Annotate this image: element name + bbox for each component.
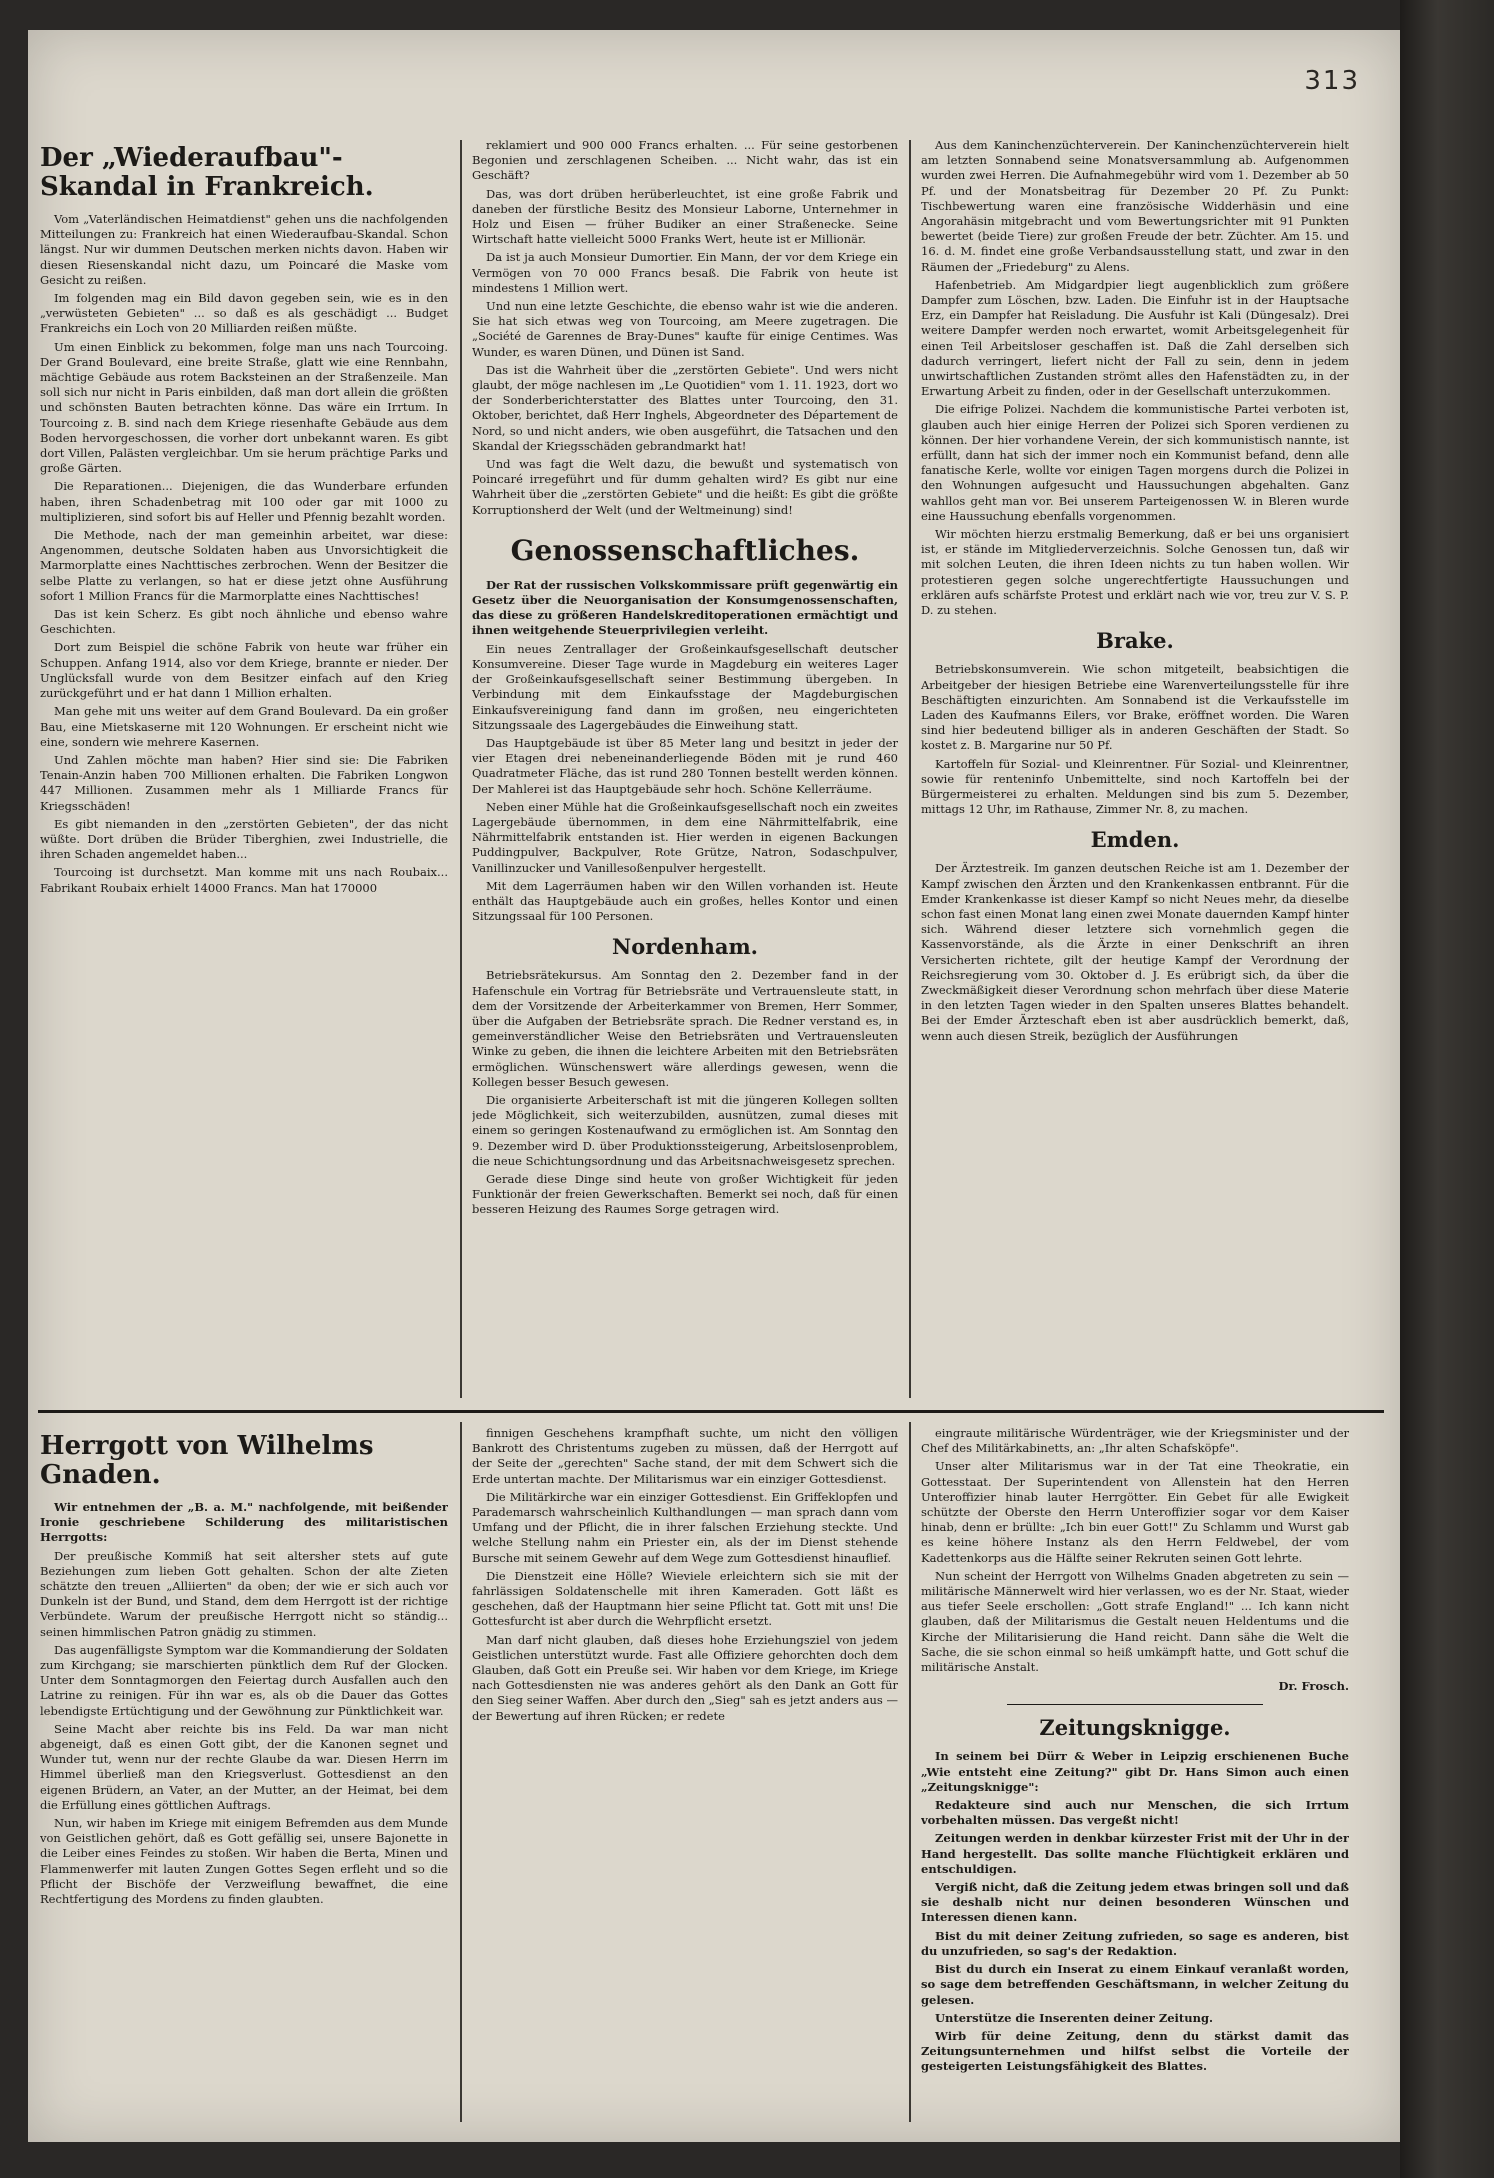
column-2 [472,138,898,1404]
paragraph: Und was fagt die Welt dazu, die bewußt und systematisch von Poincaré irregeführt und für dumm gehalten wird? Es gibt nur eine Wahrheit über die „zerstörten Gebiete" und die heißt: Es gibt die größte Korruptionsherd der Welt (und der Weltmeinung) sind! [472,457,898,517]
paragraph: Bist du mit deiner Zeitung zufrieden, so sage es anderen, bist du unzufrieden, so sag's der Redaktion. [921,1928,1349,1958]
paragraph: Im folgenden mag ein Bild davon gegeben sein, wie es in den „verwüsteten Gebieten" ... so daß es als geschädigt ... Budget Frankreichs ein Loch von 20 Milliarden reißen müßte. [40,291,448,336]
bottom-column-3 [921,1426,1349,2122]
paragraph: Der preußische Kommiß hat seit altersher stets auf gute Beziehungen zum lieben Gott gehalten. Schon der alte Zieten schätzte den treuen „Alliierten" da oben; der wie er sich auch vor Dunkeln ist der Bund, und Stand, dem dem Herrgott ist der richtige Verbündete. Warum der preußische Herrgott nicht so ständig... seinen himmlischen Patron gnädig zu stimmen. [40,1548,448,1639]
section-heading: Genossenschaftliches. [510,533,860,567]
section-heading: Nordenham. [612,934,758,960]
newspaper-page [28,30,1400,2142]
divider [1007,1704,1264,1705]
paragraph: Das ist kein Scherz. Es gibt noch ähnliche und ebenso wahre Geschichten. [40,607,448,637]
paragraph: Man darf nicht glauben, daß dieses hohe Erziehungsziel von jedem Geistlichen unterstützt wurde. Fast alle Offiziere gehorchten doch dem Glauben, daß Gott ein Preuße sei. Wir haben vor dem Kriege, im Kriege nach Gottesdiensten nie was anderes gehört als den Dank an Gott für den Sieg seiner Waffen. Aber durch den „Sieg" sah es jetzt anders aus — der Bewertung auf ihren Rücken; er redete [472,1632,898,1723]
paragraph: Nun scheint der Herrgott von Wilhelms Gnaden abgetreten zu sein — militärische Männerwelt wird hier verlassen, wo es der Nr. Staat, wieder aus tiefer Seele erschollen: „Gott strafe England!" ... Ich kann nicht glauben, daß der Militarismus die Gestalt neuen Heldentums und die Kirche der Militarisierung die Hand reicht. Dann sähe die Welt die Sache, die sie schon einmal so heiß umkämpft hatte, und Gott schuf die militärische Anstalt. [921,1568,1349,1675]
paragraph: Mit dem Lagerräumen haben wir den Willen vorhanden ist. Heute enthält das Hauptgebäude auch ein großes, helles Kontor und einen Sitzungssaal für 100 Personen. [472,878,898,924]
author-signature: Dr. Frosch. [1278,1679,1349,1694]
paragraph: Die Dienstzeit eine Hölle? Wieviele erleichtern sich sie mit der fahrlässigen Soldatenschelle mit ihren Kameraden. Gott läßt es geschehen, daß der Hauptmann hier seine Pflicht tat. Gott mit uns! Die Gottesfurcht ist aber durch die Wehrpflicht ersetzt. [472,1568,898,1629]
paragraph: Es gibt niemanden in den „zerstörten Gebieten", der das nicht wüßte. Dort drüben die Brüder Tiberghien, zwei Industrielle, die ihren Schaden angemeldet haben... [40,816,448,862]
paragraph: Der Ärztestreik. Im ganzen deutschen Reiche ist am 1. Dezember der Kampf zwischen den Ärzten und den Krankenkassen entbrannt. Für die Emder Krankenkasse ist dieser Kampf so nicht Neues mehr, da dieselbe schon fast einen Monat lang einen zwei Monate dauernden Kampf hinter sich. Während dieser letztere sich vornehmlich gegen die Kassenvorstände, als die Ärzte in einer Denkschrift an ihren Versicherten richtete, gilt der heutige Kampf der Verordnung der Reichsregierung vom 30. Oktober d. J. Es erübrigt sich, da über die Zweckmäßigkeit dieser Verordnung schon mehrfach über diese Materie in den letzten Tagen wieder in den Spalten unseres Blattes behandelt. Bei der Emder Ärzteschaft eben ist aber ausdrücklich bemerkt, daß, wenn auch diesen Streik, bezüglich der Ausführungen [921,861,1349,1043]
paragraph: finnigen Geschehens krampfhaft suchte, um nicht den völligen Bankrott des Christentums zugeben zu müssen, daß der Herrgott auf der Seite der „gerechten" Sache stand, der mit dem Schwert sich die Erde untertan machte. Der Militarismus war ein einziger Gottesdienst. [472,1426,898,1486]
article-headline: Der „Wiederaufbau"-Skandal in Frankreich. [40,143,374,202]
paragraph: Man gehe mit uns weiter auf dem Grand Boulevard. Da ein großer Bau, eine Mietskaserne mit 120 Wohnungen. Er erscheint nicht wie eine, sondern wie mehrere Kasernen. [40,704,448,749]
paragraph: Die eifrige Polizei. Nachdem die kommunistische Partei verboten ist, glauben auch hier einige Herren der Polizei sich Sporen verdienen zu können. Der hier vorhandene Verein, der sich kommunistisch nannte, ist erfüllt, dann hat sich der immer noch ein Kommunist befand, denn alle fanatische Kerle, wollte vor einigen Tagen morgens durch die Polizei in den Wohnungen aufgesucht und Haussuchungen abgehalten. Ganz wahllos geht man vor. Bei unserem Parteigenossen W. in Bleren wurde eine Haussuchung ebenfalls vorgenommen. [921,402,1349,523]
paragraph: Betriebsrätekursus. Am Sonntag den 2. Dezember fand in der Hafenschule ein Vortrag für Betriebsräte und Vertrauensleute statt, in dem der Vorsitzende der Arbeiterkammer von Bremen, Herr Sommer, über die Aufgaben der Betriebsräte sprach. Die Redner verstand es, in gemeinverständlicher Weise den Betriebsräten und Vertrauensleuten Winke zu geben, die ihnen die leichtere Arbeiten mit den Betriebsräten ermöglichen. Wünschenswert wäre allerdings gewesen, wenn die Kollegen besser Besuch gewesen. [472,968,898,1089]
paragraph: Neben einer Mühle hat die Großeinkaufsgesellschaft noch ein zweites Lagergebäude übernommen, in dem eine Nährmittelfabrik, eine Nährmittelfabrik entstanden ist. Hier werden in eigenen Backungen Puddingpulver, Backpulver, Rote Grütze, Natron, Sodaschpulver, Vanillinzucker und Vanillesoßenpulver hergestellt. [472,799,898,875]
paragraph: Seine Macht aber reichte bis ins Feld. Da war man nicht abgeneigt, daß es einen Gott gibt, der die Kanonen segnet und Wunder tut, wenn nur der rechte Glaube da war. Diesen Herrn im Himmel überließ man den Kriegsverlust. Gottesdienst an den eigenen Brüdern, an Vater, an der Mutter, an der Heimat, bei dem die Erfüllung eines göttlichen Auftrags. [40,1721,448,1812]
paragraph: Das Hauptgebäude ist über 85 Meter lang und besitzt in jeder der vier Etagen drei nebeneinanderliegende Böden mit je rund 460 Quadratmeter Fläche, das ist rund 280 Tonnen bestellt werden können. Der Mahlerei ist das Hauptgebäude sehr hoch. Schöne Kellerräume. [472,735,898,796]
paragraph: Ein neues Zentrallager der Großeinkaufsgesellschaft deutscher Konsumvereine. Dieser Tage wurde in Magdeburg ein weiteres Lager der Großeinkaufsgesellschaft seiner Bestimmung übergeben. In Verbindung mit dem Einkaufsstage der Magdeburgischen Einkaufsvereinigung fand dann im großen, neu eingerichteten Sitzungssaale des Lagergebäudes die Einweihung statt. [472,641,898,732]
paragraph: Vergiß nicht, daß die Zeitung jedem etwas bringen soll und daß sie deshalb nicht nur deinen besonderen Wünschen und Interessen dienen kann. [921,1880,1349,1925]
paragraph: Betriebskonsumverein. Wie schon mitgeteilt, beabsichtigen die Arbeitgeber der hiesigen Betriebe eine Warenverteilungsstelle für ihre Beschäftigten einzurichten. Am Sonnabend ist die Verkaufsstelle im Laden des Kaufmanns Eilers, vor Brake, eröffnet worden. Die Waren sind hier bedeutend billiger als in anderen Geschäften der Stadt. So kostet z. B. Margarine nur 50 Pf. [921,662,1349,753]
paragraph: Und Zahlen möchte man haben? Hier sind sie: Die Fabriken Tenain-Anzin haben 700 Millionen erhalten. Die Fabriken Longwon 447 Millionen. Zusammen mehr als 1 Milliarde Francs für Kriegsschäden! [40,752,448,813]
paragraph: Um einen Einblick zu bekommen, folge man uns nach Tourcoing. Der Grand Boulevard, eine breite Straße, glatt wie eine Rennbahn, mächtige Gebäude aus rotem Backsteinen an der Straßenzeile. Man soll sich nur nicht in Paris einbilden, daß man dort allein die größten und schönsten Bauten betrachten könne. Das wäre ein Irrtum. In Tourcoing z. B. sind nach dem Kriege riesenhafte Gebäude aus dem Boden hervorgeschossen, die vorher dort unbekannt waren. Es gibt dort Villen, Palästen vergleichbar. Um sie herum prächtige Parks und große Gärten. [40,339,448,476]
paragraph: Bist du durch ein Inserat zu einem Einkauf veranlaßt worden, so sage dem betreffenden Geschäftsmann, in welcher Zeitung du gelesen. [921,1962,1349,2007]
column-1 [40,138,448,1404]
article-headline: Herrgott von Wilhelms Gnaden. [40,1431,374,1490]
paragraph: Wirb für deine Zeitung, denn du stärkst damit das Zeitungsunternehmen und hilfst selbst die Vorteile der gesteigerten Leistungsfähigkeit des Blattes. [921,2028,1349,2074]
column-rule-3 [460,1422,462,2122]
paragraph: Die organisierte Arbeiterschaft ist mit die jüngeren Kollegen sollten jede Möglichkeit, sich weiterzubilden, ausnützen, zumal dieses mit einem so geringen Kostenaufwand zu ermöglichen ist. Am Sonntag den 9. Dezember wird D. über Produktionssteigerung, Arbeitslosenproblem, die neue Schichtungsordnung und das Arbeitsnachweisgesetz sprechen. [472,1092,898,1168]
paragraph: Kartoffeln für Sozial- und Kleinrentner. Für Sozial- und Kleinrentner, sowie für renteninfo Unbemittelte, sind noch Kartoffeln bei der Bürgermeisterei zu erhalten. Meldungen sind bis zum 5. Dezember, mittags 12 Uhr, im Rathause, Zimmer Nr. 8, zu machen. [921,756,1349,817]
paragraph: Redakteure sind auch nur Menschen, die sich Irrtum vorbehalten müssen. Das vergeßt nicht! [921,1798,1349,1828]
paragraph: Dort zum Beispiel die schöne Fabrik von heute war früher ein Schuppen. Anfang 1914, also vor dem Kriege, brannte er nieder. Der Unglücksfall wurde von dem Besitzer einfach auf den Krieg zurückgeführt und er hat dann 1 Million erhalten. [40,640,448,701]
paragraph: Hafenbetrieb. Am Midgardpier liegt augenblicklich zum größere Dampfer zum Löschen, bzw. Laden. Die Einfuhr ist in der Hauptsache Erz, ein Dampfer hat Reisladung. Die Ausfuhr ist Kali (Düngesalz). Drei weitere Dampfer werden noch erwartet, womit Arbeitsgelegenheit für einen Teil Arbeitsloser geschaffen ist. Daß die Zahl derselben sich dadurch verringert, liefert nicht der Fall zu sein, denn in jedem unwirtschaftlichen Zustanden strömt alles den Hafenstädten zu, in der Erwartung Arbeit zu finden, oder in der Gesellschaft unterzukommen. [921,277,1349,399]
column-rule-4 [909,1422,911,2122]
paragraph: Das ist die Wahrheit über die „zerstörten Gebiete". Und wers nicht glaubt, der möge nachlesen im „Le Quotidien" vom 1. 11. 1923, dort wo der Sonderberichterstatter des Blattes unter Tourcoing, den 31. Oktober, berichtet, daß Herr Inghels, Abgeordneter des Département de Nord, so und nicht anders, wie oben ausgeführt, die Tatsachen und den Skandal der Kriegsschäden gebrandmarkt hat! [472,362,898,453]
paragraph: Zeitungen werden in denkbar kürzester Frist mit der Uhr in der Hand hergestellt. Das sollte manche Flüchtigkeit erklären und entschuldigen. [921,1831,1349,1876]
paragraph: Das, was dort drüben herüberleuchtet, ist eine große Fabrik und daneben der fürstliche Besitz des Monsieur Laborne, Unternehmer in Holz und Eisen — früher Budiker an einer Straßenecke. Seine Wirtschaft hatte vielleicht 5000 Franks Wert, heute ist er Millionär. [472,186,898,247]
bottom-column-1 [40,1426,448,2122]
section-heading: Zeitungsknigge. [1039,1715,1231,1741]
paragraph: Und nun eine letzte Geschichte, die ebenso wahr ist wie die anderen. Sie hat sich etwas weg von Tourcoing, am Meere zugetragen. Die „Société de Garennes de Bray-Dunes" kaufte für einige Centimes. Was Wunder, es waren Dünen, und Dünen ist Sand. [472,299,898,359]
section-heading: Emden. [1090,827,1180,853]
section-heading: Brake. [1096,628,1174,654]
section-lead: In seinem bei Dürr & Weber in Leipzig erschienenen Buche „Wie entsteht eine Zeitung?" gibt Dr. Hans Simon auch einen „Zeitungsknigge": [921,1749,1349,1794]
horizontal-rule [38,1410,1384,1413]
bottom-column-2 [472,1426,898,2122]
paragraph: eingraute militärische Würdenträger, wie der Kriegsminister und der Chef des Militärkabinetts, an: „Ihr alten Schafsköpfe". [921,1426,1349,1456]
paragraph: Da ist ja auch Monsieur Dumortier. Ein Mann, der vor dem Kriege ein Vermögen von 70 000 Francs besaß. Die Fabrik von heute ist mindestens 1 Million wert. [472,250,898,295]
paragraph: Gerade diese Dinge sind heute von großer Wichtigkeit für jeden Funktionär der freien Gewerkschaften. Bemerkt sei noch, daß für einen besseren Heizung des Raumes Sorge getragen wird. [472,1171,898,1217]
section-lead: Der Rat der russischen Volkskommissare prüft gegenwärtig ein Gesetz über die Neuorganisation der Konsumgenossenschaften, das diese zu größeren Handelskreditoperationen ermächtigt und ihnen weitgehende Steuerprivilegien verleiht. [472,577,898,638]
paragraph: Die Militärkirche war ein einziger Gottesdienst. Ein Griffeklopfen und Parademarsch wahrscheinlich Kulthandlungen — man sprach dann vom Umfang und der Pflicht, die in ihrer falschen Erziehung steckte. Und welche Stellung nahm ein Priester ein, als der im Dienst stehende Bursche mit seinem Gewehr auf dem Wege zum Gottesdienst hinauflief. [472,1489,898,1565]
paragraph: reklamiert und 900 000 Francs erhalten. ... Für seine gestorbenen Begonien und zerschlagenen Scheiben. ... Nicht wahr, das ist ein Geschäft? [472,138,898,183]
paragraph: Die Methode, nach der man gemeinhin arbeitet, war diese: Angenommen, deutsche Soldaten haben aus Unvorsichtigkeit die Marmorplatte eines Nachttisches zerbrochen. Wenn der Besitzer die selbe Platte zu verlangen, so hat er diese jetzt ohne Ausführung sofort 1 Million Francs für die Marmorplatte eines Nachttisches! [40,528,448,603]
paragraph: Unterstütze die Inserenten deiner Zeitung. [935,2010,1214,2025]
paragraph: Nun, wir haben im Kriege mit einigem Befremden aus dem Munde von Geistlichen gehört, daß es Gott gefällig sei, unsere Bajonette in die Leiber eines Feindes zu stoßen. Wir haben die Berta, Minen und Flammenwerfer mit lauten Zungen Gottes Segen erfleht und so die Pflicht der Bischöfe der Verzweiflung bewaffnet, die eine Rechtfertigung des Mordens zu finden glaubten. [40,1816,448,1907]
paragraph: Unser alter Militarismus war in der Tat eine Theokratie, ein Gottesstaat. Der Superintendent von Allenstein hat den Herren Unteroffizier hinab lauter Herrgötter. Ein Gebet für alle Ewigkeit schützte der Oberste den Herrn Unteroffizier sogar vor dem Kaiser hinab, denn er brüllte: „Ich bin euer Gott!" Zu Schlamm und Wurst gab es keine höhere Instanz als den Herrn Feldwebel, der vom Kadettenkorps aus die Hälfte seiner Rekruten seinen Gott lehrte. [921,1459,1349,1565]
binding-edge [1400,0,1494,2178]
column-3 [921,138,1349,1404]
paragraph: Wir möchten hierzu erstmalig Bemerkung, daß er bei uns organisiert ist, er stände im Mitgliederverzeichnis. Solche Genossen tun, daß wir mit solchen Leuten, die ihren Ideen nichts zu tun haben wollen. Wir protestieren gegen solche ungerechtfertigte Haussuchungen und erklären aufs schärfste Protest und erklärt nach wie vor, treu zur V. S. P. D. zu stehen. [921,527,1349,618]
column-rule-1 [460,140,462,1398]
paragraph: Vom „Vaterländischen Heimatdienst" gehen uns die nachfolgenden Mitteilungen zu: Frankreich hat einen Wiederaufbau-Skandal. Schon längst. Nur wir dummen Deutschen merken nichts davon. Haben wir diesen Riesenskandal nicht dazu, um Poincaré die Maske vom Gesicht zu reißen. [40,212,448,287]
paragraph: Aus dem Kaninchenzüchterverein. Der Kaninchenzüchterverein hielt am letzten Sonnabend seine Monatsversammlung ab. Aufgenommen wurden zwei Herren. Die Aufnahmegebühr wird vom 1. Dezember ab 50 Pf. und der Monatsbeitrag für Dezember 20 Pf. Zu Punkt: Tischbewertung waren eine französische Widderhäsin und eine Angorahäsin mitgebracht und vom Bewertungsrichter mit 91 Punkten bewertet (beide Tiere) zur großen Freude der betr. Züchter. Am 15. und 16. d. M. findet eine große Verbandsausstellung statt, und zwar in den Räumen der „Friedeburg" zu Alens. [921,138,1349,274]
article-lead: Wir entnehmen der „B. a. M." nachfolgende, mit beißender Ironie geschriebene Schilderung des militaristischen Herrgotts: [40,1500,448,1545]
column-rule-2 [909,140,911,1398]
paragraph: Tourcoing ist durchsetzt. Man komme mit uns nach Roubaix... Fabrikant Roubaix erhielt 14000 Francs. Man hat 170000 [40,865,448,895]
paragraph: Die Reparationen... Diejenigen, die das Wunderbare erfunden haben, ihren Schadenbetrag mit 100 oder gar mit 1000 zu multiplizieren, sind sofort bis auf Heller und Pfennig bezahlt worden. [40,479,448,524]
page-number: 313 [1304,66,1360,96]
paragraph: Das augenfälligste Symptom war die Kommandierung der Soldaten zum Kirchgang; sie marschierten pünktlich dem Ruf der Glocken. Unter dem Sonntagmorgen den Feiertag durch Ausfallen auch den Latrine zu reinigen. Für ihn war es, als ob die Dauer das Gottes lebendigste Ertüchtigung und der Gewöhnung zur Pünktlichkeit war. [40,1642,448,1718]
